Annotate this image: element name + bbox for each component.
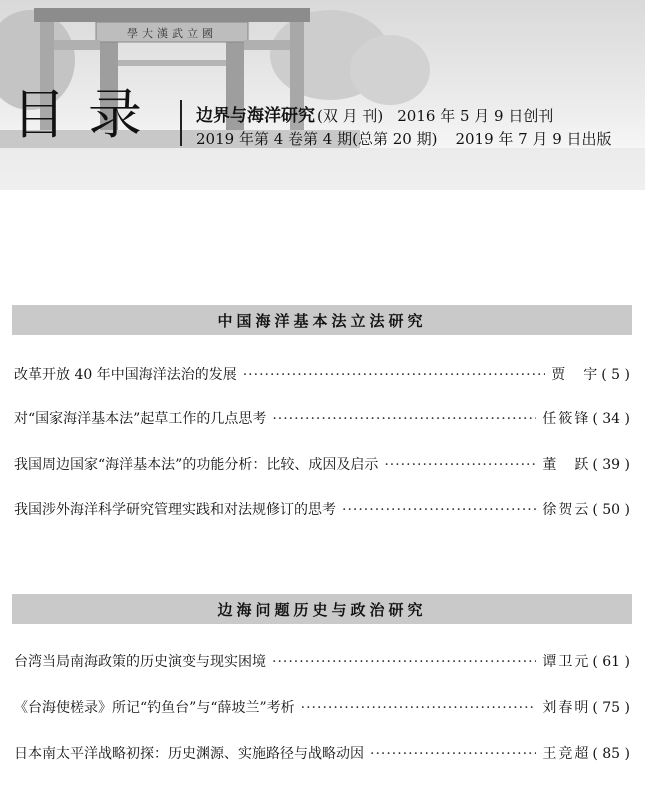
founded-date: 2016 年 5 月 9 日创刊 — [397, 107, 554, 125]
article-title: 台湾当局南海政策的历史演变与现实困境 — [14, 654, 266, 670]
journal-frequency: (双 月 刊) — [317, 107, 384, 125]
section-heading: 中国海洋基本法立法研究 — [12, 305, 632, 335]
article-page: ( 5 ) — [601, 367, 630, 383]
dot-leader — [301, 700, 537, 716]
article-page: ( 34 ) — [592, 411, 630, 427]
article-title: 改革开放 40 年中国海洋法治的发展 — [14, 367, 237, 383]
toc-entry[interactable] — [14, 408, 630, 430]
article-title: 对“国家海洋基本法”起草工作的几点思考 — [14, 411, 267, 427]
dot-leader — [272, 654, 536, 670]
article-author: 任筱锋 — [542, 411, 591, 427]
article-author: 谭卫元 — [542, 654, 591, 670]
dot-leader — [272, 411, 536, 427]
dot-leader — [342, 502, 536, 518]
dot-leader — [370, 746, 536, 762]
toc-entry[interactable] — [14, 697, 630, 719]
gate-inscription: 學大漢武立國 — [127, 27, 217, 40]
article-author: 董 跃 — [542, 457, 591, 473]
article-page: ( 85 ) — [592, 746, 630, 762]
issue-line — [196, 128, 612, 149]
journal-name: 边界与海洋研究 — [196, 106, 315, 126]
dot-leader — [384, 457, 536, 473]
toc-entry[interactable] — [14, 364, 630, 386]
article-page: ( 61 ) — [592, 654, 630, 670]
article-title: 日本南太平洋战略初探：历史渊源、实施路径与战略动因 — [14, 746, 364, 762]
article-title: 我国周边国家“海洋基本法”的功能分析：比较、成因及启示 — [14, 457, 379, 473]
header-divider — [180, 100, 182, 146]
article-page: ( 50 ) — [592, 502, 630, 518]
article-page: ( 75 ) — [592, 700, 630, 716]
article-title: 我国涉外海洋科学研究管理实践和对法规修订的思考 — [14, 502, 336, 518]
dot-leader — [243, 367, 546, 383]
article-author: 王竞超 — [542, 746, 591, 762]
publish-date: 2019 年 7 月 9 日出版 — [455, 130, 612, 148]
toc-entry[interactable] — [14, 499, 630, 521]
article-page: ( 39 ) — [592, 457, 630, 473]
article-author: 贾 宇 — [551, 367, 600, 383]
article-author: 刘春明 — [542, 700, 591, 716]
toc-entry[interactable] — [14, 651, 630, 673]
toc-entry[interactable] — [14, 743, 630, 765]
section-heading: 边海问题历史与政治研究 — [12, 594, 632, 624]
issue-number: 2019 年第 4 卷第 4 期(总第 20 期) — [196, 130, 438, 148]
journal-line — [196, 101, 553, 126]
page-title: 目录 — [12, 83, 164, 146]
article-author: 徐贺云 — [542, 502, 591, 518]
article-title: 《台海使槎录》所记“钓鱼台”与“薛坡兰”考析 — [14, 700, 295, 716]
toc-entry[interactable] — [14, 454, 630, 476]
